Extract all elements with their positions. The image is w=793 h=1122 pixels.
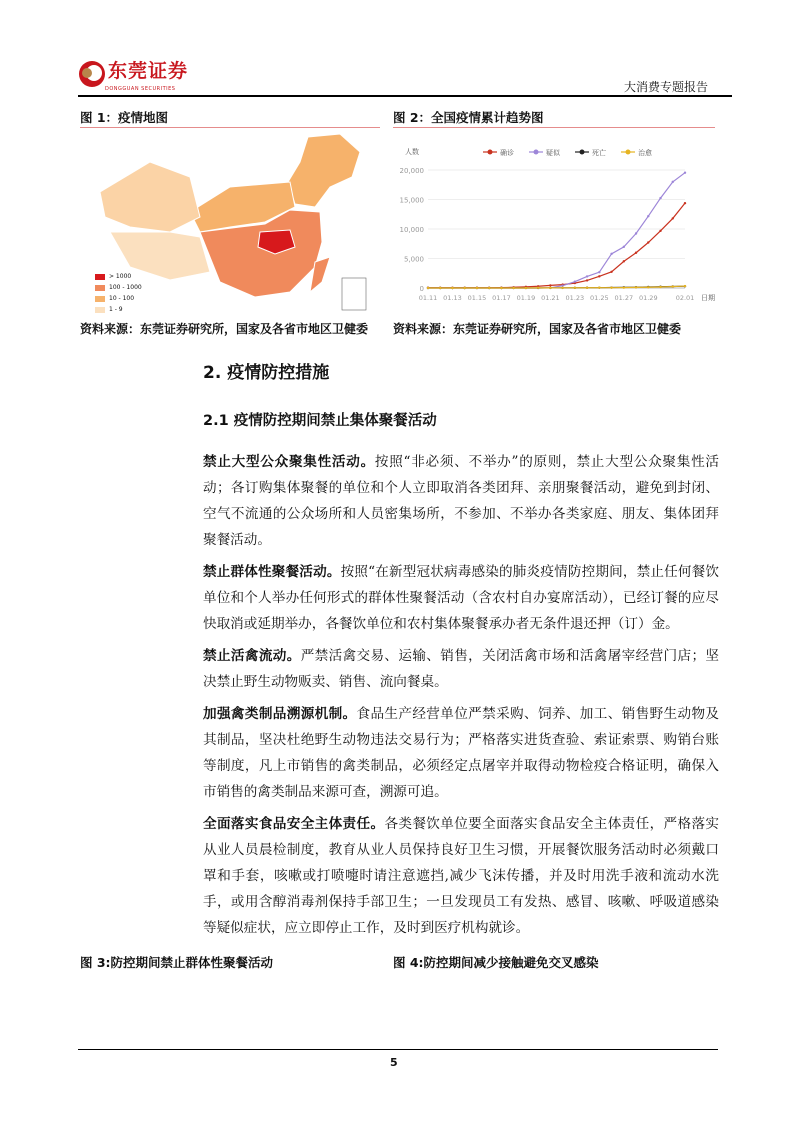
- x-tick-label: 01.17: [492, 294, 511, 302]
- header-rule: [78, 95, 732, 97]
- footer-rule: [78, 1049, 718, 1050]
- data-point: [451, 287, 453, 289]
- data-point: [561, 287, 563, 289]
- data-point: [647, 241, 649, 243]
- y-tick-label: 5,000: [403, 255, 424, 264]
- company-logo-icon: [78, 60, 106, 88]
- data-point: [586, 275, 588, 277]
- data-point: [598, 275, 600, 277]
- data-point: [464, 287, 466, 289]
- x-tick-label: 01.21: [541, 294, 560, 302]
- legend-marker: [488, 150, 493, 155]
- data-point: [684, 202, 686, 204]
- data-point: [623, 260, 625, 262]
- data-point: [610, 253, 612, 255]
- data-point: [684, 285, 686, 287]
- map-legend-item: 100 - 1000: [95, 282, 142, 293]
- trend-chart: [393, 132, 723, 312]
- x-axis-label: 日期: [701, 294, 715, 302]
- data-point: [672, 285, 674, 287]
- y-tick-label: 20,000: [399, 167, 424, 175]
- data-point: [476, 287, 478, 289]
- map-legend-item: 10 - 100: [95, 293, 142, 304]
- data-point: [427, 287, 429, 289]
- data-point: [574, 287, 576, 289]
- x-tick-label: 01.29: [638, 294, 658, 302]
- data-point: [647, 215, 649, 217]
- data-point: [537, 287, 539, 289]
- x-tick-label: 02.01: [675, 294, 695, 302]
- data-point: [561, 284, 563, 286]
- data-point: [635, 232, 637, 234]
- data-point: [635, 286, 637, 288]
- figure3-title: 图 3:防控期间禁止群体性聚餐活动: [80, 955, 274, 970]
- data-point: [672, 181, 674, 183]
- x-tick-label: 01.25: [590, 294, 609, 302]
- data-point: [512, 287, 514, 289]
- y-tick-label: 10,000: [399, 226, 424, 234]
- legend-label: 疑似: [546, 149, 560, 157]
- figure-title-row: [80, 955, 720, 975]
- paragraph-5: 全面落实食品安全主体责任。各类餐饮单位要全面落实食品安全主体责任，严格落实从业人员晨检制度，教育从业人员保持良好卫生习惯，开展餐饮服务活动时必须戴口罩和手套，咳嗽或打喷嚏时请注意遮挡,减少飞沫传播，并及时用洗手液和流动水洗手，或用含醇消毒剂保持手部卫生；一旦发现员工有发热、感冒、咳嗽、呼吸道感染等疑似症状，应立即停止工作，及时到医疗机构就诊。: [203, 816, 720, 936]
- data-point: [647, 286, 649, 288]
- legend-label: 确诊: [500, 149, 514, 157]
- legend-marker: [580, 150, 585, 155]
- data-point: [659, 286, 661, 288]
- data-point: [525, 287, 527, 289]
- data-point: [439, 287, 441, 289]
- legend-marker: [534, 150, 539, 155]
- figure4-title: 图 4:防控期间减少接触避免交叉感染: [393, 955, 599, 970]
- data-point: [635, 252, 637, 254]
- data-point: [549, 284, 551, 286]
- data-point: [659, 197, 661, 199]
- legend-label: 死亡: [592, 149, 606, 157]
- legend-label: 治愈: [638, 149, 652, 157]
- legend-marker: [626, 150, 631, 155]
- x-tick-label: 01.19: [516, 294, 536, 302]
- report-type: 大消费专题报告: [624, 80, 709, 94]
- map-legend-item: > 1000: [95, 271, 142, 282]
- map-legend: [95, 271, 142, 315]
- data-point: [500, 287, 502, 289]
- figure1-title: 图 1：疫情地图: [80, 110, 169, 125]
- data-point: [610, 286, 612, 288]
- paragraph-1: 禁止大型公众聚集性活动。按照“非必须、不举办”的原则，禁止大型公众聚集性活动；各订购集体聚餐的单位和个人立即取消各类团拜、亲朋聚餐活动，避免到封闭、空气不流通的公众场所和人员密集场所，不参加、不举办各类家庭、朋友、集体团拜聚餐活动。: [203, 454, 720, 548]
- paragraph-3: 禁止活禽流动。严禁活禽交易、运输、销售，关闭活禽市场和活禽屠宰经营门店；坚决禁止野生动物贩卖、销售、流向餐桌。: [203, 648, 720, 690]
- series-line-1: [428, 173, 685, 288]
- paragraph-2: 禁止群体性聚餐活动。按照“在新型冠状病毒感染的肺炎疫情防控期间，禁止任何餐饮单位和个人举办任何形式的群体性聚餐活动（含农村自办宴席活动），已经订餐的应尽快取消或延期举办，各餐饮单位和农村集体聚餐承办者无条件退还押（订）金。: [203, 564, 720, 632]
- body-flow: [80, 449, 720, 975]
- data-point: [610, 271, 612, 273]
- section-heading: 2. 疫情防控措施: [203, 363, 330, 383]
- figure2-source: 资料来源：东莞证券研究所，国家及各省市地区卫健委: [393, 322, 682, 336]
- data-point: [549, 287, 551, 289]
- logo-text: 东莞证券: [108, 60, 189, 82]
- x-tick-label: 01.13: [443, 294, 462, 302]
- data-point: [586, 279, 588, 281]
- y-tick-label: 15,000: [399, 196, 424, 205]
- x-tick-label: 01.23: [565, 294, 585, 302]
- data-point: [598, 271, 600, 273]
- y-tick-label: 0: [419, 285, 424, 293]
- x-tick-label: 01.15: [467, 294, 487, 302]
- map-legend-item: 1 - 9: [95, 304, 142, 315]
- data-point: [598, 287, 600, 289]
- figure1-rule: [80, 127, 380, 128]
- figure2-rule: [393, 127, 715, 128]
- data-point: [586, 287, 588, 289]
- paragraph-4: 加强禽类制品溯源机制。食品生产经营单位严禁采购、饲养、加工、销售野生动物及其制品，坚决杜绝野生动物违法交易行为；严格落实进货查验、索证索票、购销台账等制度，凡上市销售的禽类制品，必须经定点屠宰并取得动物检疫合格证明，确保入市销售的禽类制品来源可查，溯源可追。: [203, 706, 720, 800]
- data-point: [488, 287, 490, 289]
- data-point: [659, 230, 661, 232]
- data-point: [623, 246, 625, 248]
- subsection-heading: 2.1 疫情防控期间禁止集体聚餐活动: [203, 413, 437, 429]
- data-point: [684, 171, 686, 173]
- x-tick-label: 01.11: [418, 294, 438, 302]
- figure2-title: 图 2：全国疫情累计趋势图: [393, 110, 544, 125]
- data-point: [574, 280, 576, 282]
- page-number: 5: [390, 1056, 398, 1069]
- x-tick-label: 01.27: [614, 294, 634, 302]
- y-axis-label: 人数: [405, 148, 419, 156]
- logo-subtext: DONGGUAN SECURITIES: [105, 86, 176, 92]
- series-line-0: [428, 203, 685, 288]
- figure1-source: 资料来源：东莞证券研究所，国家及各省市地区卫健委: [80, 322, 369, 336]
- data-point: [672, 217, 674, 219]
- data-point: [623, 286, 625, 288]
